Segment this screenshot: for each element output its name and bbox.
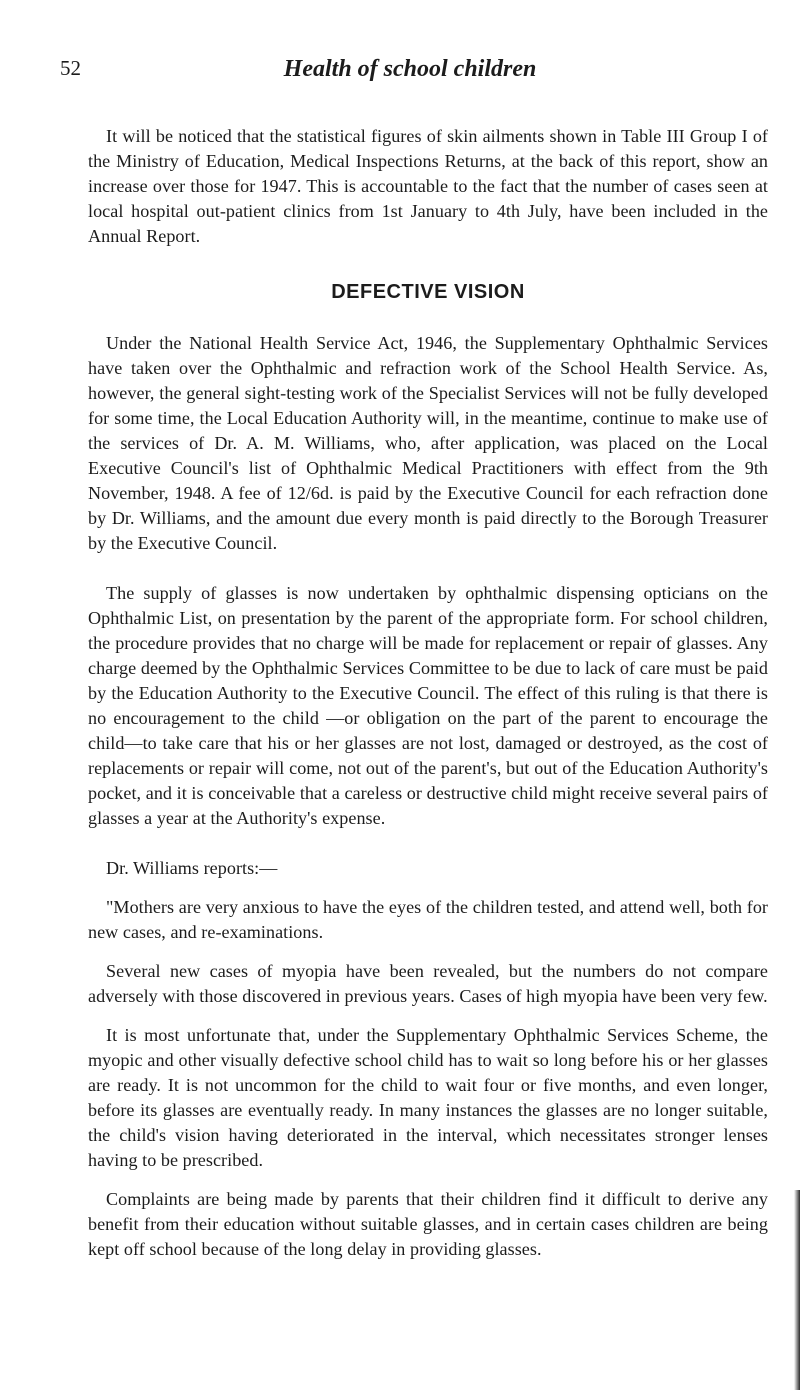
- running-title: Health of school children: [283, 56, 537, 82]
- paragraph-gap: [88, 556, 768, 581]
- paragraph-gap: [88, 831, 768, 856]
- paragraph-gap: [88, 1009, 768, 1023]
- report-paragraph-mothers: "Mothers are very anxious to have the eyes of the children tested, and attend well, both for new cases, and re-examinations.: [88, 897, 768, 942]
- page-edge-shadow: [794, 1190, 800, 1390]
- paragraph-national-health-service: Under the National Health Service Act, 1946, the Supplementary Ophthalmic Services have taken over the Ophthalmic and refraction work of the School Health Service. As, however, the general sight-testing work of the Specialist Services will not be fully developed for some time, the Local Education Authority will, in the meantime, continue to make use of the services of Dr. A. M. Williams, who, after application, was placed on the Local Executive Council's list of Ophthalmic Medical Practitioners with effect from the 9th November, 1948. A fee of 12/6d. is paid by the Executive Council for each refraction done by Dr. Williams, and the amount due every month is paid directly to the Borough Treasurer by the Executive Council.: [88, 333, 768, 553]
- report-paragraph-myopia: Several new cases of myopia have been revealed, but the numbers do not compare adversely with those discovered in previous years. Cases of high myopia have been very few.: [88, 961, 768, 1006]
- report-paragraph-complaints: Complaints are being made by parents that their children find it difficult to derive any benefit from their education without suitable glasses, and in certain cases children are being kept off school because of the long delay in providing glasses.: [88, 1189, 768, 1259]
- report-paragraph-waiting: It is most unfortunate that, under the Supplementary Ophthalmic Services Scheme, the myopic and other visually defective school child has to wait so long before his or her glasses are ready. It is not uncommon for the child to wait four or five months, and even longer, before its glasses are eventually ready. In many instances the glasses are no longer suitable, the child's vision having deteriorated in the interval, which necessitates stronger lenses having to be prescribed.: [88, 1025, 768, 1170]
- paragraph-williams-reports: Dr. Williams reports:—: [106, 858, 278, 878]
- running-head: [60, 56, 760, 96]
- page-number: 52: [60, 56, 81, 80]
- paragraph-gap: [88, 945, 768, 959]
- paragraph-gap: [88, 881, 768, 895]
- paragraph-gap: [88, 1173, 768, 1187]
- section-heading: DEFECTIVE VISION: [331, 281, 525, 303]
- body-text: [88, 124, 768, 1262]
- paragraph-supply-of-glasses: The supply of glasses is now undertaken by ophthalmic dispensing opticians on the Ophthalmic List, on presentation by the parent of the appropriate form. For school children, the procedure provides that no charge will be made for replacement or repair of glasses. Any charge deemed by the Ophthalmic Services Committee to be due to lack of care must be paid by the Education Authority to the Executive Council. The effect of this ruling is that there is no encouragement to the child —or obligation on the part of the parent to encourage the child—to take care that his or her glasses are not lost, damaged or destroyed, as the cost of replacements or repair will come, not out of the parent's, but out of the Education Authority's pocket, and it is conceivable that a careless or destructive child might receive several pairs of glasses a year at the Authority's expense.: [88, 583, 768, 828]
- intro-paragraph: It will be noticed that the statistical figures of skin ailments shown in Table III Group I of the Ministry of Education, Medical Inspections Returns, at the back of this report, show an increase over those for 1947. This is accountable to the fact that the number of cases seen at local hospital out-patient clinics from 1st January to 4th July, have been included in the Annual Report.: [88, 126, 768, 246]
